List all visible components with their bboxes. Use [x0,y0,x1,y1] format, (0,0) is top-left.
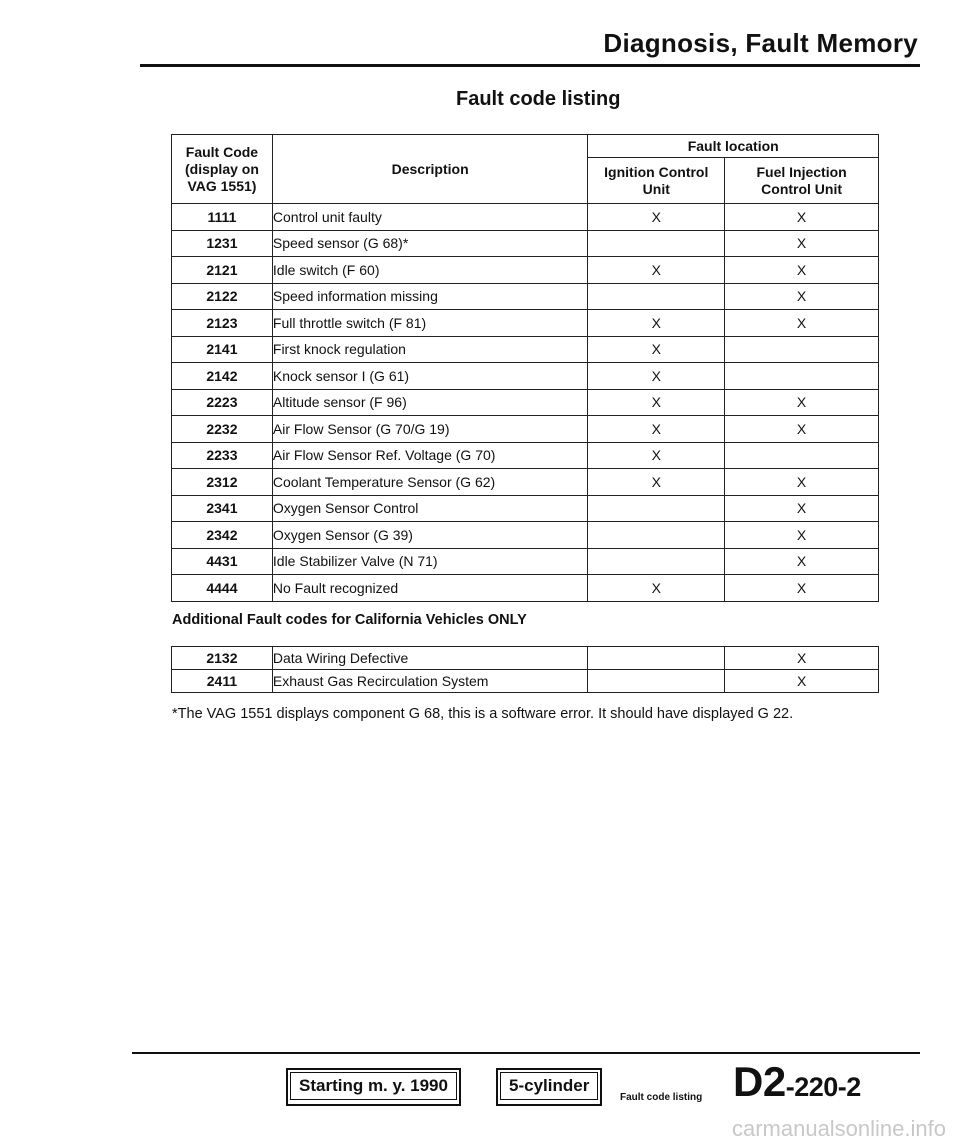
fault-code-header-line3: VAG 1551) [187,177,257,194]
engine-label: 5-cylinder [500,1072,598,1100]
fault-code-cell: 2132 [172,647,273,670]
ignition-mark-cell: X [588,416,725,443]
fuel-mark-cell [725,336,879,363]
california-fault-code-table [171,646,879,693]
table-row [172,283,879,310]
ignition-header-line2: Unit [642,180,670,197]
fuel-mark-cell: X [725,495,879,522]
fault-code-cell: 1231 [172,230,273,257]
fuel-mark-cell: X [725,389,879,416]
california-section-heading: Additional Fault codes for California Vehicles ONLY [172,612,527,628]
description-cell: Oxygen Sensor (G 39) [272,522,587,549]
fuel-mark-cell: X [725,283,879,310]
fuel-header-line1: Fuel Injection [756,163,847,180]
fuel-mark-cell: X [725,204,879,231]
fault-code-cell: 2342 [172,522,273,549]
description-cell: Speed information missing [272,283,587,310]
description-cell: Speed sensor (G 68)* [272,230,587,257]
fault-code-cell: 4444 [172,575,273,602]
page-number-suffix: -220-2 [785,1072,861,1102]
fuel-mark-cell: X [725,548,879,575]
fuel-mark-cell: X [725,670,879,693]
description-cell: Coolant Temperature Sensor (G 62) [272,469,587,496]
ignition-mark-cell: X [588,575,725,602]
description-cell: Air Flow Sensor (G 70/G 19) [272,416,587,443]
fuel-mark-cell: X [725,257,879,284]
fault-code-cell: 2411 [172,670,273,693]
table-row [172,230,879,257]
header-title: Diagnosis, Fault Memory [603,28,918,58]
header-rule [140,64,920,67]
fault-code-cell: 2121 [172,257,273,284]
fault-code-cell: 2312 [172,469,273,496]
table-row [172,336,879,363]
ignition-mark-cell [588,495,725,522]
table-row [172,647,879,670]
ignition-mark-cell: X [588,469,725,496]
description-cell: Knock sensor I (G 61) [272,363,587,390]
engine-badge [496,1068,602,1106]
description-cell: Altitude sensor (F 96) [272,389,587,416]
ignition-mark-cell: X [588,442,725,469]
fuel-injection-column-header [725,158,879,204]
fault-code-cell: 2122 [172,283,273,310]
fault-code-cell: 4431 [172,548,273,575]
table-row [172,363,879,390]
footer-rule [132,1052,920,1054]
description-cell: Idle Stabilizer Valve (N 71) [272,548,587,575]
fuel-mark-cell: X [725,310,879,337]
watermark: carmanualsonline.info [731,1116,946,1141]
fuel-mark-cell [725,442,879,469]
fuel-mark-cell: X [725,230,879,257]
ignition-control-column-header [588,158,725,204]
fault-code-cell: 1111 [172,204,273,231]
description-cell: Exhaust Gas Recirculation System [272,670,588,693]
fault-code-header-line1: Fault Code [185,143,259,160]
ignition-mark-cell [588,230,725,257]
fault-code-cell: 2232 [172,416,273,443]
fault-code-column-header [172,135,273,204]
fault-code-cell: 2141 [172,336,273,363]
table-row [172,575,879,602]
table-row [172,416,879,443]
ignition-mark-cell: X [588,389,725,416]
fault-code-cell: 2123 [172,310,273,337]
description-cell: First knock regulation [272,336,587,363]
page-number [733,1058,861,1106]
fuel-mark-cell: X [725,469,879,496]
fuel-header-line2: Control Unit [761,180,843,197]
fault-code-cell: 2341 [172,495,273,522]
fuel-mark-cell: X [725,647,879,670]
fuel-mark-cell [725,363,879,390]
ignition-mark-cell [588,522,725,549]
ignition-mark-cell [588,647,725,670]
fault-code-cell: 2223 [172,389,273,416]
table-row [172,310,879,337]
description-cell: No Fault recognized [272,575,587,602]
fault-code-header-line2: (display on [184,160,259,177]
description-cell: Control unit faulty [272,204,587,231]
description-cell: Full throttle switch (F 81) [272,310,587,337]
fuel-mark-cell: X [725,416,879,443]
table-row [172,522,879,549]
table-row [172,389,879,416]
page-number-prefix: D2 [733,1058,786,1105]
table-row [172,257,879,284]
description-cell: Air Flow Sensor Ref. Voltage (G 70) [272,442,587,469]
fuel-mark-cell: X [725,522,879,549]
table-row [172,442,879,469]
table-row [172,469,879,496]
ignition-mark-cell: X [588,204,725,231]
model-year-badge [286,1068,461,1106]
fault-code-cell: 2142 [172,363,273,390]
ignition-mark-cell: X [588,310,725,337]
ignition-mark-cell [588,548,725,575]
ignition-header-line1: Ignition Control [604,163,709,180]
footnote: *The VAG 1551 displays component G 68, this is a software error. It should have displayed G 22. [172,706,794,722]
description-cell: Idle switch (F 60) [272,257,587,284]
ignition-mark-cell [588,670,725,693]
description-cell: Data Wiring Defective [272,647,588,670]
page-title: Fault code listing [456,88,621,110]
ignition-mark-cell [588,283,725,310]
table-row [172,670,879,693]
table-row [172,495,879,522]
ignition-mark-cell: X [588,257,725,284]
ignition-mark-cell: X [588,363,725,390]
fault-code-cell: 2233 [172,442,273,469]
ignition-mark-cell: X [588,336,725,363]
model-year-label: Starting m. y. 1990 [290,1072,457,1100]
table-row [172,204,879,231]
footer-section-label: Fault code listing [620,1092,703,1103]
description-cell: Oxygen Sensor Control [272,495,587,522]
fault-code-table [171,134,879,602]
table-row [172,548,879,575]
fuel-mark-cell: X [725,575,879,602]
fault-location-group-header: Fault location [588,135,879,158]
description-column-header: Description [272,135,587,204]
